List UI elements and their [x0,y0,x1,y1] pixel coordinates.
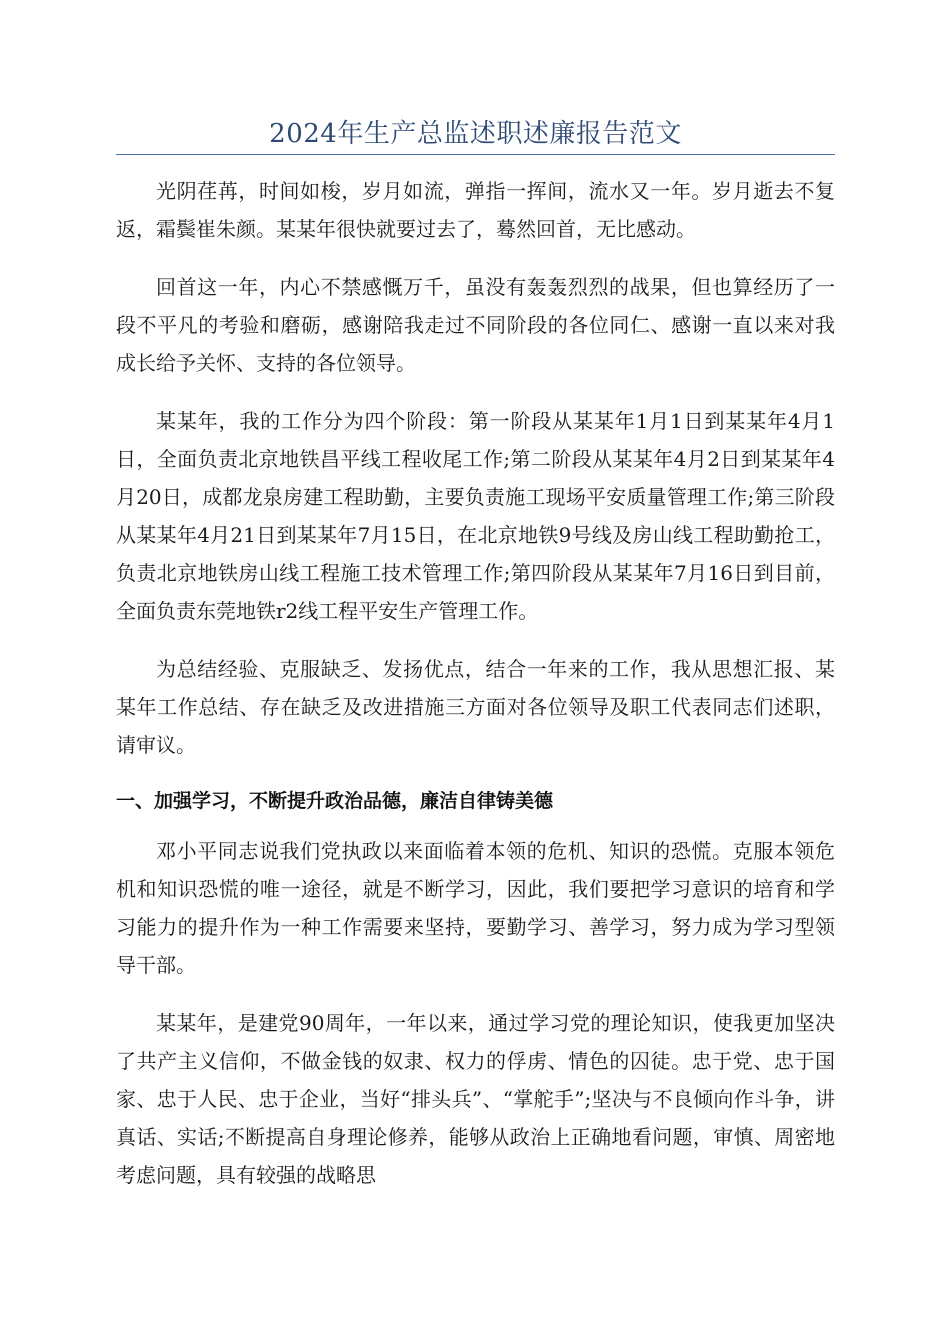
paragraph-reflection: 回首这一年，内心不禁感慨万千，虽没有轰轰烈烈的战果，但也算经历了一段不平凡的考验和磨砺，感谢陪我走过不同阶段的各位同仁、感谢一直以来对我成长给予关怀、支持的各位领导。 [116,275,835,375]
paragraph-work-stages: 某某年，我的工作分为四个阶段：第一阶段从某某年1月1日到某某年4月1日，全面负责北京地铁昌平线工程收尾工作;第二阶段从某某年4月2日到某某年4月20日，成都龙泉房建工程助勤，主要负责施工现场平安质量管理工作;第三阶段从某某年4月21日到某某年7月15日，在北京地铁9号线及房山线工程助勤抢工，负责北京地铁房山线工程施工技术管理工作;第四阶段从某某年7月16日到目前，全面负责东莞地铁r2线工程平安生产管理工作。 [116,409,835,623]
paragraph-learning: 邓小平同志说我们党执政以来面临着本领的危机、知识的恐慌。克服本领危机和知识恐慌的唯一途径，就是不断学习，因此，我们要把学习意识的培育和学习能力的提升作为一种工作需要来坚持，要勤学习、善学习，努力成为学习型领导干部。 [116,839,835,977]
title-underline [116,154,835,155]
paragraph-party-study: 某某年，是建党90周年，一年以来，通过学习党的理论知识，使我更加坚决了共产主义信仰，不做金钱的奴隶、权力的俘虏、情色的囚徒。忠于党、忠于国家、忠于人民、忠于企业，当好“排头兵”、“掌舵手”;坚决与不良倾向作斗争，讲真话、实话;不断提高自身理论修养，能够从政治上正确地看问题，审慎、周密地考虑问题，具有较强的战略思 [116,1011,835,1187]
section-heading: 一、加强学习，不断提升政治品德，廉洁自律铸美德 [116,790,554,812]
document-title: 2024年生产总监述职述廉报告范文 [269,119,682,149]
paragraph-intro: 光阴荏苒，时间如梭，岁月如流，弹指一挥间，流水又一年。岁月逝去不复返，霜鬓崔朱颜。某某年很快就要过去了，蓦然回首，无比感动。 [116,179,835,241]
paragraph-report-scope: 为总结经验、克服缺乏、发扬优点，结合一年来的工作，我从思想汇报、某某年工作总结、存在缺乏及改进措施三方面对各位领导及职工代表同志们述职，请审议。 [116,657,835,757]
document-body [116,172,835,1214]
